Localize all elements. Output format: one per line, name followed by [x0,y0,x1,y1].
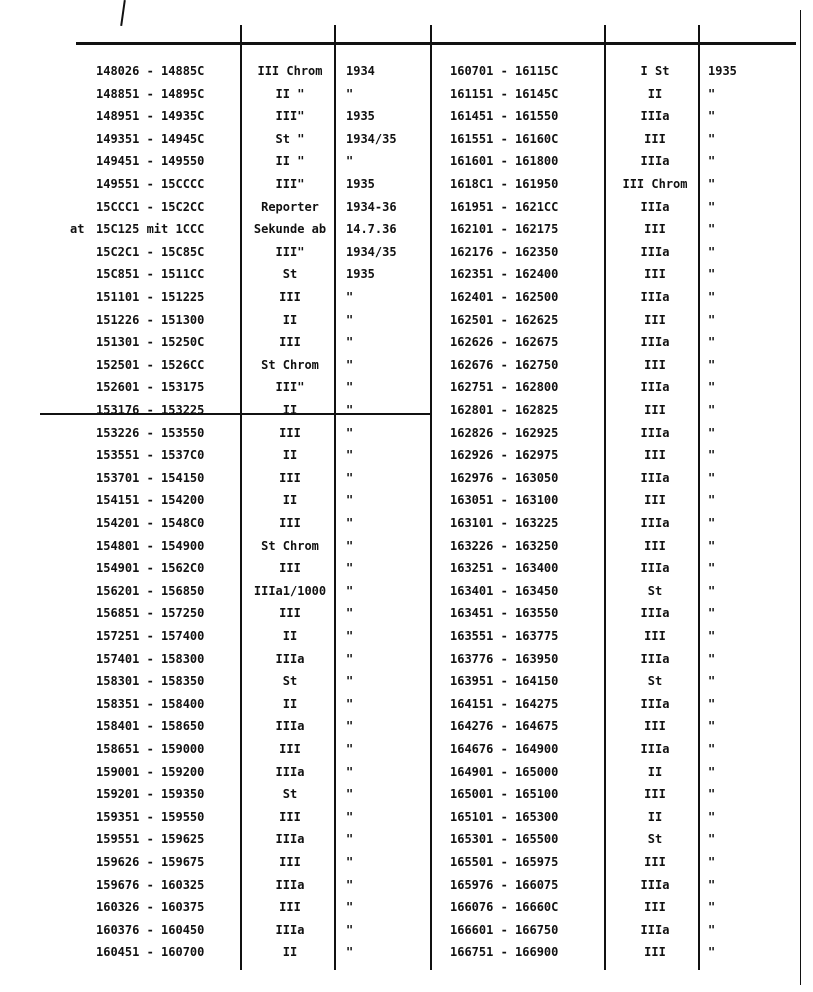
model-type: St [647,832,663,847]
serial-range: 164901 - 165000 [450,764,559,779]
serial-range: 163051 - 163100 [450,493,559,508]
serial-range: 165501 - 165975 [450,855,559,869]
model-type: St [282,674,298,689]
serial-range: 149551 - 15CCCC [96,177,205,191]
serial-range: 160451 - 160700 [96,945,205,960]
serial-range: 156851 - 157250 [96,606,205,621]
serial-range: 165301 - 165500 [450,832,559,847]
year: 1934/35 [346,131,397,146]
year: " [346,674,354,689]
year: " [708,267,716,282]
right-table-row [0,828,813,850]
model-type: III" [275,244,305,259]
model-type: II [282,448,298,463]
right-table-row [0,557,813,579]
model-type: II [282,493,298,508]
year: " [346,787,354,802]
right-table-row [0,625,813,647]
right-table-row [0,399,813,421]
serial-range: 154201 - 1548C0 [96,516,205,530]
year: 1935 [708,64,737,78]
serial-range: 163951 - 164150 [450,674,559,689]
serial-range: 15C2C1 - 15C85C [96,244,205,259]
year: " [346,583,354,598]
model-type: III [279,470,301,485]
serial-range: 163401 - 163450 [450,583,559,598]
serial-range: 159351 - 159550 [96,809,205,824]
right-table-row [0,467,813,489]
model-type: St " [275,131,305,146]
model-type: IIIa [640,244,670,259]
year: " [708,742,716,756]
serial-range: 161951 - 1621CC [450,199,559,214]
model-type: II [282,403,298,417]
year: " [708,583,716,598]
serial-range: 159676 - 160325 [96,877,205,892]
year: " [346,448,354,463]
serial-range: 162976 - 163050 [450,470,559,485]
year: " [346,380,354,395]
year: " [708,809,716,824]
model-type: I St [640,64,670,78]
year: " [708,674,716,689]
serial-range: 15C851 - 1511CC [96,267,205,282]
serial-range: 161551 - 16160C [450,131,559,146]
serial-range: 160701 - 16115C [450,64,559,78]
model-type: III Chrom [622,177,688,191]
model-type: Reporter [261,199,319,214]
serial-range: 159001 - 159200 [96,764,205,779]
right-table-row [0,896,813,918]
year: " [708,403,716,417]
year: " [708,877,716,892]
year: " [708,900,716,915]
year: " [708,719,716,734]
year: " [708,380,716,395]
model-type: St Chrom [261,538,319,553]
model-type: III [644,538,666,553]
model-type: III [279,855,301,869]
model-type: St [282,267,298,282]
year: " [346,538,354,553]
model-type: IIIa [640,154,670,169]
model-type: III [644,403,666,417]
year: " [708,516,716,530]
year: 1934/35 [346,244,397,259]
model-type: III [279,335,301,350]
right-table-row [0,512,813,534]
model-type: II [647,764,663,779]
model-type: II " [275,154,305,169]
year: " [708,787,716,802]
year: " [346,335,354,350]
year: " [346,764,354,779]
year: " [346,154,354,169]
year: " [708,832,716,847]
model-type: IIIa [640,877,670,892]
model-type: IIIa [275,877,305,892]
right-table-row [0,715,813,737]
right-table-row [0,128,813,150]
year: " [708,606,716,621]
right-table-row [0,331,813,353]
serial-range: 158401 - 158650 [96,719,205,734]
year: " [708,425,716,440]
serial-range: 153551 - 1537C0 [96,448,205,463]
right-table-row [0,648,813,670]
model-type: II [282,696,298,711]
serial-range: 152501 - 1526CC [96,357,205,372]
year: " [346,719,354,734]
right-table-row [0,580,813,602]
serial-range: 148026 - 14885C [96,64,205,78]
serial-range: 156201 - 156850 [96,583,205,598]
year: " [708,561,716,576]
model-type: III [279,900,301,915]
year: " [708,448,716,463]
model-type: III [644,900,666,915]
serial-range: 160326 - 160375 [96,900,205,915]
year: " [346,922,354,937]
model-type: III [644,945,666,960]
serial-range: 153226 - 153550 [96,425,205,440]
year: " [708,177,716,191]
year: " [346,629,354,643]
model-type: III [279,809,301,824]
right-table-row [0,874,813,896]
year: " [346,425,354,440]
serial-range: 162926 - 162975 [450,448,559,463]
year: " [708,493,716,508]
model-type: III [279,561,301,576]
right-table-row [0,218,813,240]
year: " [346,403,354,417]
serial-range: 151226 - 151300 [96,312,205,327]
model-type: III [279,290,301,304]
serial-range: 162501 - 162625 [450,312,559,327]
model-type: IIIa [640,516,670,530]
serial-range: 159626 - 159675 [96,855,205,869]
serial-range: 163451 - 163550 [450,606,559,621]
year: " [346,516,354,530]
serial-range: 149351 - 14945C [96,131,205,146]
right-table-row [0,105,813,127]
year: " [708,629,716,643]
year: " [708,855,716,869]
model-type: II [647,86,663,101]
right-table-row [0,941,813,963]
year: " [346,832,354,847]
serial-range: 163551 - 163775 [450,629,559,643]
year: " [708,290,716,304]
serial-range: 161601 - 161800 [450,154,559,169]
serial-range: 164151 - 164275 [450,696,559,711]
model-type: St [282,787,298,802]
serial-range: 162351 - 162400 [450,267,559,282]
year: " [346,696,354,711]
serial-range: 158301 - 158350 [96,674,205,689]
model-type: IIIa [640,335,670,350]
serial-range: 151301 - 15250C [96,335,205,350]
year: " [708,109,716,124]
model-type: III [644,267,666,282]
model-type: IIIa [640,561,670,576]
model-type: IIIa [640,696,670,711]
model-type: St Chrom [261,357,319,372]
top-rule [76,42,796,45]
serial-range: 161151 - 16145C [450,86,559,101]
serial-range: 163101 - 163225 [450,516,559,530]
year: " [346,877,354,892]
serial-range: 165001 - 165100 [450,787,559,802]
year: " [708,244,716,259]
model-type: III [644,448,666,463]
pen-stroke-top [120,0,126,26]
model-type: IIIa [640,425,670,440]
serial-range: 162676 - 162750 [450,357,559,372]
model-type: III [644,312,666,327]
serial-range: 153701 - 154150 [96,470,205,485]
model-type: III" [275,109,305,124]
year: " [708,312,716,327]
year: " [346,357,354,372]
year: 1935 [346,109,375,124]
serial-range: 164676 - 164900 [450,742,559,756]
model-type: III [644,787,666,802]
year: " [346,945,354,960]
year: " [708,764,716,779]
serial-range: 159201 - 159350 [96,787,205,802]
serial-range: 153176 - 153225 [96,403,205,417]
right-table-row [0,851,813,873]
year: " [708,335,716,350]
right-table-row [0,806,813,828]
model-type: IIIa [640,109,670,124]
model-type: IIIa [275,832,305,847]
model-type: III [279,742,301,756]
serial-range: 152601 - 153175 [96,380,205,395]
model-type: IIIa [640,199,670,214]
serial-range: 15C125 mit 1CCC [96,222,205,237]
serial-range: 1618C1 - 161950 [450,177,559,191]
serial-range: 151101 - 151225 [96,290,205,304]
model-type: II [282,945,298,960]
model-type: IIIa [640,470,670,485]
right-table-row [0,286,813,308]
serial-range: 157251 - 157400 [96,629,205,643]
serial-range: 159551 - 159625 [96,832,205,847]
year: " [346,86,354,101]
right-table-row [0,670,813,692]
serial-range: 162176 - 162350 [450,244,559,259]
right-table-row [0,354,813,376]
model-type: IIIa [640,290,670,304]
model-type: IIIa [275,922,305,937]
year: " [346,312,354,327]
model-type: III [279,606,301,621]
serial-range: 160376 - 160450 [96,922,205,937]
year: " [708,131,716,146]
serial-range: 166076 - 16660C [450,900,559,915]
year: " [346,855,354,869]
model-type: III [644,493,666,508]
year: " [708,651,716,666]
model-type: IIIa [640,742,670,756]
right-table-row [0,309,813,331]
model-type: II [282,629,298,643]
serial-range: 162801 - 162825 [450,403,559,417]
serial-range: 154901 - 1562C0 [96,561,205,576]
year: " [708,199,716,214]
model-type: III Chrom [257,64,323,78]
serial-range: 165976 - 166075 [450,877,559,892]
model-type: III [644,357,666,372]
row-note: at [70,222,85,237]
serial-range: 163251 - 163400 [450,561,559,576]
model-type: III [644,629,666,643]
model-type: II " [275,86,305,101]
model-type: III [279,425,301,440]
year: " [346,561,354,576]
year: " [708,945,716,960]
model-type: III [279,516,301,530]
serial-range: 166601 - 166750 [450,922,559,937]
right-table-row [0,173,813,195]
serial-range: 149451 - 149550 [96,154,205,169]
year: 14.7.36 [346,222,397,237]
serial-range: 163226 - 163250 [450,538,559,553]
right-table-row [0,535,813,557]
year: 1934-36 [346,199,397,214]
model-type: III [644,855,666,869]
model-type: II [647,809,663,824]
year: " [708,154,716,169]
year: " [346,290,354,304]
right-table-row [0,196,813,218]
serial-range: 162626 - 162675 [450,335,559,350]
model-type: III" [275,177,305,191]
year: " [708,357,716,372]
year: " [708,470,716,485]
year: " [708,538,716,553]
model-type: IIIa [640,380,670,395]
model-type: IIIa1/1000 [253,583,327,598]
year: 1934 [346,64,375,78]
serial-range: 166751 - 166900 [450,945,559,960]
year: " [346,493,354,508]
model-type: III [644,222,666,237]
right-table-row [0,444,813,466]
model-type: III [644,131,666,146]
right-table-row [0,150,813,172]
year: " [708,696,716,711]
serial-range: 164276 - 164675 [450,719,559,734]
year: " [346,900,354,915]
right-table-row [0,783,813,805]
year: " [346,809,354,824]
right-table-row [0,422,813,444]
year: 1935 [346,177,375,191]
serial-range: 15CCC1 - 15C2CC [96,199,205,214]
model-type: IIIa [275,651,305,666]
serial-range: 158651 - 159000 [96,742,205,756]
right-table-row [0,761,813,783]
right-table-row [0,602,813,624]
right-table-row [0,693,813,715]
model-type: III [644,719,666,734]
model-type: Sekunde ab [253,222,327,237]
right-table-row [0,919,813,941]
year: " [346,742,354,756]
year: " [708,922,716,937]
serial-range: 162101 - 162175 [450,222,559,237]
right-table-row [0,241,813,263]
serial-range: 148951 - 14935C [96,109,205,124]
serial-range: 165101 - 165300 [450,809,559,824]
model-type: St [647,583,663,598]
model-type: St [647,674,663,689]
year: " [346,651,354,666]
model-type: IIIa [640,922,670,937]
model-type: IIIa [640,606,670,621]
right-table-row [0,489,813,511]
serial-range: 154151 - 154200 [96,493,205,508]
model-type: II [282,312,298,327]
year: " [708,86,716,101]
serial-range: 162751 - 162800 [450,380,559,395]
year: " [346,606,354,621]
year: 1935 [346,267,375,282]
right-table-row [0,376,813,398]
model-type: IIIa [275,719,305,734]
serial-range: 148851 - 14895C [96,86,205,101]
serial-range: 161451 - 161550 [450,109,559,124]
right-table-row [0,83,813,105]
year: " [346,470,354,485]
model-type: III" [275,380,305,395]
right-table-row [0,263,813,285]
serial-range: 162826 - 162925 [450,425,559,440]
model-type: IIIa [275,764,305,779]
serial-range: 157401 - 158300 [96,651,205,666]
serial-range: 158351 - 158400 [96,696,205,711]
right-table-row [0,738,813,760]
year: " [708,222,716,237]
model-type: IIIa [640,651,670,666]
serial-range: 162401 - 162500 [450,290,559,304]
right-table-row [0,60,813,82]
serial-range: 163776 - 163950 [450,651,559,666]
serial-range: 154801 - 154900 [96,538,205,553]
